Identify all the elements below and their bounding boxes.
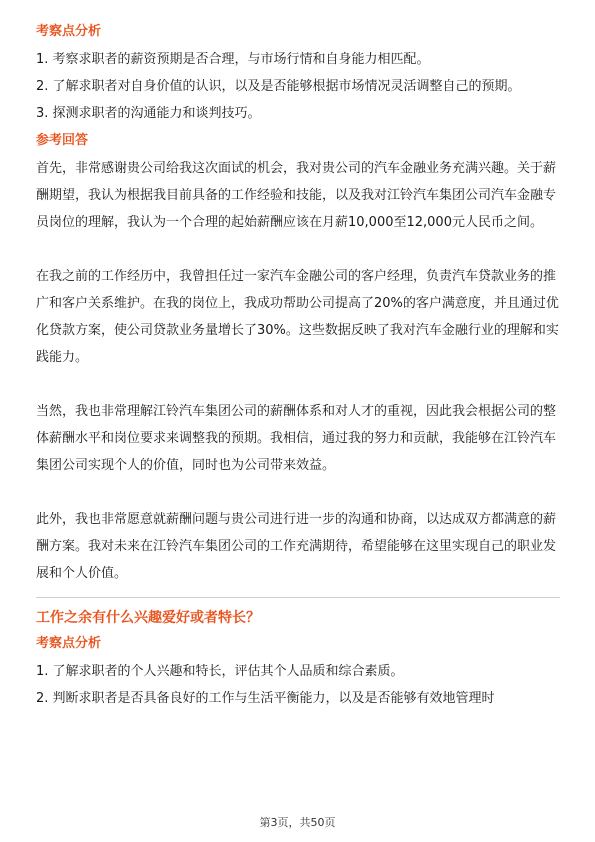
analysis-item-2: 2. 了解求职者对自身价值的认识，以及是否能够根据市场情况灵活调整自己的预期。	[36, 79, 521, 94]
question-title: 工作之余有什么兴趣爱好或者特长？	[36, 610, 260, 626]
analysis-item-1: 1. 考察求职者的薪资预期是否合理，与市场行情和自身能力相匹配。	[36, 52, 430, 67]
answer-heading: 参考回答	[36, 133, 89, 148]
answer-paragraph-2: 在我之前的工作经历中，我曾担任过一家汽车金融公司的客户经理，负责汽车贷款业务的推广和客户关系维护。在我的岗位上，我成功帮助公司提高了20%的客户满意度，并且通过优化贷款方案，使公司贷款业务量增长了30%。这些数据反映了我对汽车金融行业的理解和实践能力。	[36, 269, 559, 365]
analysis2-item-1: 1. 了解求职者的个人兴趣和特长，评估其个人品质和综合素质。	[36, 664, 404, 679]
analysis-item-3: 3. 探测求职者的沟通能力和谈判技巧。	[36, 106, 261, 121]
analysis2-item-2: 2. 判断求职者是否具备良好的工作与生活平衡能力，以及是否能够有效地管理时	[36, 691, 495, 706]
answer-paragraph-1: 首先，非常感谢贵公司给我这次面试的机会，我对贵公司的汽车金融业务充满兴趣。关于薪酬期望，我认为根据我目前具备的工作经验和技能，以及我对江铃汽车集团公司汽车金融专员岗位的理解，我认为一个合理的起始薪酬应该在月薪10,000至12,000元人民币之间。	[36, 161, 557, 230]
page-content	[36, 22, 560, 712]
answer-paragraph-3: 当然，我也非常理解江铃汽车集团公司的薪酬体系和对人才的重视，因此我会根据公司的整体薪酬水平和岗位要求来调整我的预期。我相信，通过我的努力和贡献，我能够在江铃汽车集团公司实现个人的价值，同时也为公司带来效益。	[36, 404, 557, 473]
analysis-heading-2: 考察点分析	[36, 636, 102, 651]
analysis-heading: 考察点分析	[36, 24, 102, 39]
section-divider	[36, 597, 560, 598]
page-number: 第3页，共50页	[259, 816, 336, 829]
answer-paragraph-4: 此外，我也非常愿意就薪酬问题与贵公司进行进一步的沟通和协商，以达成双方都满意的薪酬方案。我对未来在江铃汽车集团公司的工作充满期待，希望能够在这里实现自己的职业发展和个人价值。	[36, 512, 557, 581]
